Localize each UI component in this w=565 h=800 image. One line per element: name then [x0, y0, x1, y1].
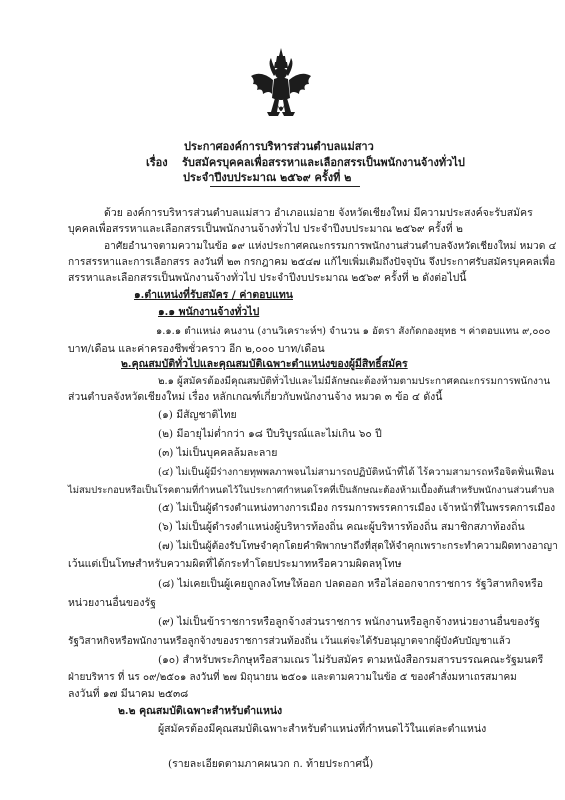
general-intro-line: ส่วนตำบลจังหวัดเชียงใหม่ เรื่อง หลักเกณฑ์เกี่ยวกับพนักงานจ้าง หมวด ๓ ข้อ ๔ ดังนี้ — [68, 391, 443, 403]
appendix-note: (รายละเอียดตามภาคผนวก ก. ท้ายประกาศนี้) — [168, 758, 374, 770]
section2-heading: ๒.คุณสมบัติทั่วไปและคุณสมบัติเฉพาะตำแหน่งของผู้มีสิทธิ์สมัคร — [121, 358, 408, 370]
section1-heading: ๑.ตำแหน่งที่รับสมัคร / ค่าตอบแทน — [134, 289, 293, 301]
qualification-item: ลงวันที่ ๑๗ มีนาคม ๒๕๓๘ — [68, 688, 189, 700]
qualification-item: (๒) มีอายุไม่ต่ำกว่า ๑๘ ปีบริบูรณ์และไม่เกิน ๖๐ ปี — [158, 428, 382, 440]
qualification-item: (๙) ไม่เป็นข้าราชการหรือลูกจ้างส่วนราชการ พนักงานหรือลูกจ้างหน่วยงานอื่นของรัฐ — [158, 616, 541, 628]
qualification-item: (๘) ไม่เคยเป็นผู้เคยถูกลงโทษให้ออก ปลดออก หรือไล่ออกจากราชการ รัฐวิสาหกิจหรือ — [158, 578, 544, 590]
intro-line: บุคคลเพื่อสรรหาและเลือกสรรเป็นพนักงานจ้างทั่วไป ประจำปีงบประมาณ ๒๕๖๙ ครั้งที่ ๒ — [68, 223, 463, 235]
specific-text: ผู้สมัครต้องมีคุณสมบัติเฉพาะสำหรับตำแหน่งที่กำหนดไว้ในแต่ละตำแหน่ง — [158, 723, 487, 735]
qualification-item: รัฐวิสาหกิจหรือพนักงานหรือลูกจ้างของราชการส่วนท้องถิ่น เว้นแต่จะได้รับอนุญาตจากผู้บังคับบัญชาแล้ว — [68, 636, 511, 647]
org-title: ประกาศองค์การบริหารส่วนตำบลแม่สาว — [184, 140, 374, 153]
section1-subheading: ๑.๑ พนักงานจ้างทั่วไป — [158, 306, 260, 318]
general-intro-line: ๒.๑ ผู้สมัครต้องมีคุณสมบัติทั่วไปและไม่มีลักษณะต้องห้ามตามประกาศคณะกรรมการพนักงาน — [158, 376, 551, 387]
qualification-item: (๔) ไม่เป็นผู้มีร่างกายทุพพลภาพจนไม่สามารถปฏิบัติหน้าที่ได้ ไร้ความสามารถหรือจิตฟั่นเฟือน — [158, 467, 555, 478]
intro-line: การสรรหาและการเลือกสรร ลงวันที่ ๒๓ กรกฎาคม ๒๕๔๗ แก้ไขเพิ่มเติมถึงปัจจุบัน จึงประกาศรับสมัครบุคคลเพื่อ — [68, 257, 556, 268]
qualification-item: (๕) ไม่เป็นผู้ดำรงตำแหน่งทางการเมือง กรรมการพรรคการเมือง เจ้าหน้าที่ในพรรคการเมือง — [158, 503, 556, 514]
qualification-item: (๖) ไม่เป็นผู้ดำรงตำแหน่งผู้บริหารท้องถิ่น คณะผู้บริหารท้องถิ่น สมาชิกสภาท้องถิ่น — [158, 521, 525, 533]
garuda-emblem-icon — [247, 46, 315, 126]
qualification-item: ไม่สมประกอบหรือเป็นโรคตามที่กำหนดไว้ในประกาศกำหนดโรคที่เป็นลักษณะต้องห้ามเบื้องต้นสำหรับพนักงานส่วนตำบล — [68, 485, 555, 496]
intro-line: สรรหาและเลือกสรรเป็นพนักงานจ้างทั่วไป ประจำปีงบประมาณ ๒๕๖๙ ครั้งที่ ๒ ดังต่อไปนี้ — [68, 272, 467, 284]
fiscal-line: ประจำปีงบประมาณ ๒๕๖๙ ครั้งที่ ๒ — [183, 171, 352, 184]
qualification-item: (๑๐) สำหรับพระภิกษุหรือสามเณร ไม่รับสมัคร ตามหนังสือกรมสารบรรณคณะรัฐมนตรี — [158, 654, 544, 666]
subject-label: เรื่อง — [146, 156, 168, 169]
intro-line: ด้วย องค์การบริหารส่วนตำบลแม่สาว อำเภอแม่อาย จังหวัดเชียงใหม่ มีความประสงค์จะรับสมัคร — [104, 207, 533, 219]
intro-line: อาศัยอำนาจตามความในข้อ ๑๙ แห่งประกาศคณะกรรมการพนักงานส่วนตำบลจังหวัดเชียงใหม่ หมวด ๔ — [104, 241, 557, 252]
subject-text: รับสมัครบุคคลเพื่อสรรหาและเลือกสรรเป็นพนักงานจ้างทั่วไป — [182, 156, 465, 169]
specific-heading: ๒.๒ คุณสมบัติเฉพาะสำหรับตำแหน่ง — [118, 705, 283, 717]
qualification-item: (๗) ไม่เป็นผู้ต้องรับโทษจำคุกโดยคำพิพากษาถึงที่สุดให้จำคุกเพราะกระทำความผิดทางอาญา — [158, 541, 558, 552]
qualification-item: (๓) ไม่เป็นบุคคลล้มละลาย — [158, 447, 278, 459]
qualification-item: ฝ่ายบริหาร ที่ นร ๐๙/๒๕๐๑ ลงวันที่ ๒๗ มิถุนายน ๒๕๐๑ และตามความในข้อ ๕ ของคำสั่งมหาเถรสมาคม — [68, 672, 517, 683]
position-line: บาท/เดือน และค่าครองชีพชั่วคราว อีก ๒,๐๐๐ บาท/เดือน — [68, 343, 325, 355]
qualification-item: (๑) มีสัญชาติไทย — [158, 409, 237, 421]
qualification-item: เว้นแต่เป็นโทษสำหรับความผิดที่ได้กระทำโดยประมาทหรือความผิดลหุโทษ — [68, 558, 402, 570]
position-line: ๑.๑.๑ ตำแหน่ง คนงาน (งานวิเคราะห์ฯ) จำนวน ๑ อัตรา สังกัดกองยุทธ ฯ ค่าตอบแทน ๙,๐๐๐ — [156, 326, 551, 337]
qualification-item: หน่วยงานอื่นของรัฐ — [68, 597, 156, 609]
header-divider — [210, 186, 360, 187]
